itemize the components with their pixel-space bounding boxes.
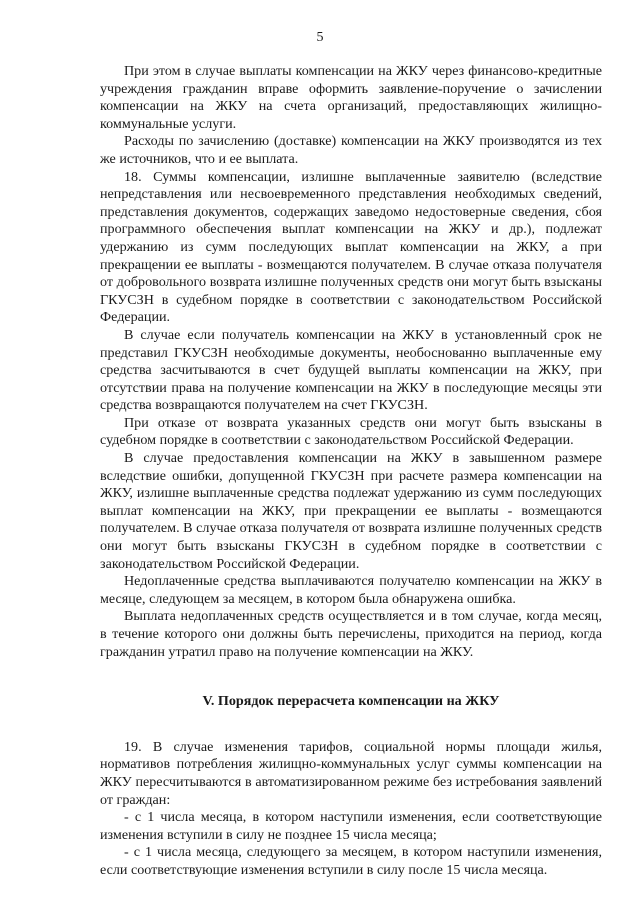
paragraph-underpaid-payment: Выплата недоплаченных средств осуществляется и в том случае, когда месяц, в течение которого они должны быть перечислены, приходится на период, когда гражданин утратил право на получение компенсации на ЖКУ. (100, 608, 602, 660)
paragraph-documents-not-provided: В случае если получатель компенсации на ЖКУ в установленный срок не представил ГКУСЗН необходимые документы, необоснованно выплаченные ему средства засчитываются в счет будущей выплаты компенсации на ЖКУ, при отсутствии права на получение компенсации на ЖКУ в последующие месяцы эти средства возвращаются получателем на счет ГКУСЗН. (100, 326, 602, 414)
document-body (100, 63, 602, 880)
list-item-after-15th: - с 1 числа месяца, следующего за месяцем, в котором наступили изменения, если соответствующие изменения вступили в силу после 15 числа месяца. (100, 844, 602, 878)
paragraph-18-overpaid-sums: 18. Суммы компенсации, излишне выплаченные заявителю (вследствие непредставления или несвоевременного представления необходимых сведений, представления документов, содержащих заведомо недостоверные сведения, сбоя программного обеспечения выплат компенсации на ЖКУ и др.), подлежат удержанию из сумм последующих выплат компенсации на ЖКУ, а при прекращении ее выплаты - возмещаются получателем. В случае отказа получателя от добровольного возврата излишне полученных средств они могут быть взысканы ГКУСЗН в судебном порядке в соответствии с законодательством Российской Федерации. (100, 168, 602, 326)
paragraph-transfer-expenses: Расходы по зачислению (доставке) компенсации на ЖКУ производятся из тех же источников, что и ее выплата. (100, 133, 602, 167)
paragraph-underpaid-funds: Недоплаченные средства выплачиваются получателю компенсации на ЖКУ в месяце, следующем за месяцем, в котором была обнаружена ошибка. (100, 573, 602, 607)
paragraph-refusal-return: При отказе от возврата указанных средств они могут быть взысканы в судебном порядке в соответствии с законодательством Российской Федерации. (100, 414, 602, 449)
list-item-before-15th: - с 1 числа месяца, в котором наступили изменения, если соответствующие изменения вступили в силу не позднее 15 числа месяца; (100, 809, 602, 843)
page-number: 5 (316, 30, 324, 45)
paragraph-overstated-amount: В случае предоставления компенсации на ЖКУ в завышенном размере вследствие ошибки, допущенной ГКУСЗН при расчете размера компенсации на ЖКУ, излишне выплаченные средства подлежат удержанию из сумм последующих выплат компенсации на ЖКУ, при прекращении ее выплаты - возмещаются получателем. В случае отказа получателя от возврата излишне полученных средств они могут быть взысканы ГКУСЗН в судебном порядке в соответствии с законодательством Российской Федерации. (100, 450, 602, 572)
paragraph-payment-order: При этом в случае выплаты компенсации на ЖКУ через финансово-кредитные учреждения гражданин вправе оформить заявление-поручение о зачислении компенсации на ЖКУ на счета организаций, предоставляющих жилищно-коммунальные услуги. (100, 63, 602, 132)
section-heading: V. Порядок перерасчета компенсации на ЖКУ (202, 693, 500, 710)
paragraph-19-recalculation: 19. В случае изменения тарифов, социальной нормы площади жилья, нормативов потребления жилищно-коммунальных услуг суммы компенсации на ЖКУ пересчитываются в автоматизированном режиме без истребования заявлений от граждан: (100, 738, 602, 808)
